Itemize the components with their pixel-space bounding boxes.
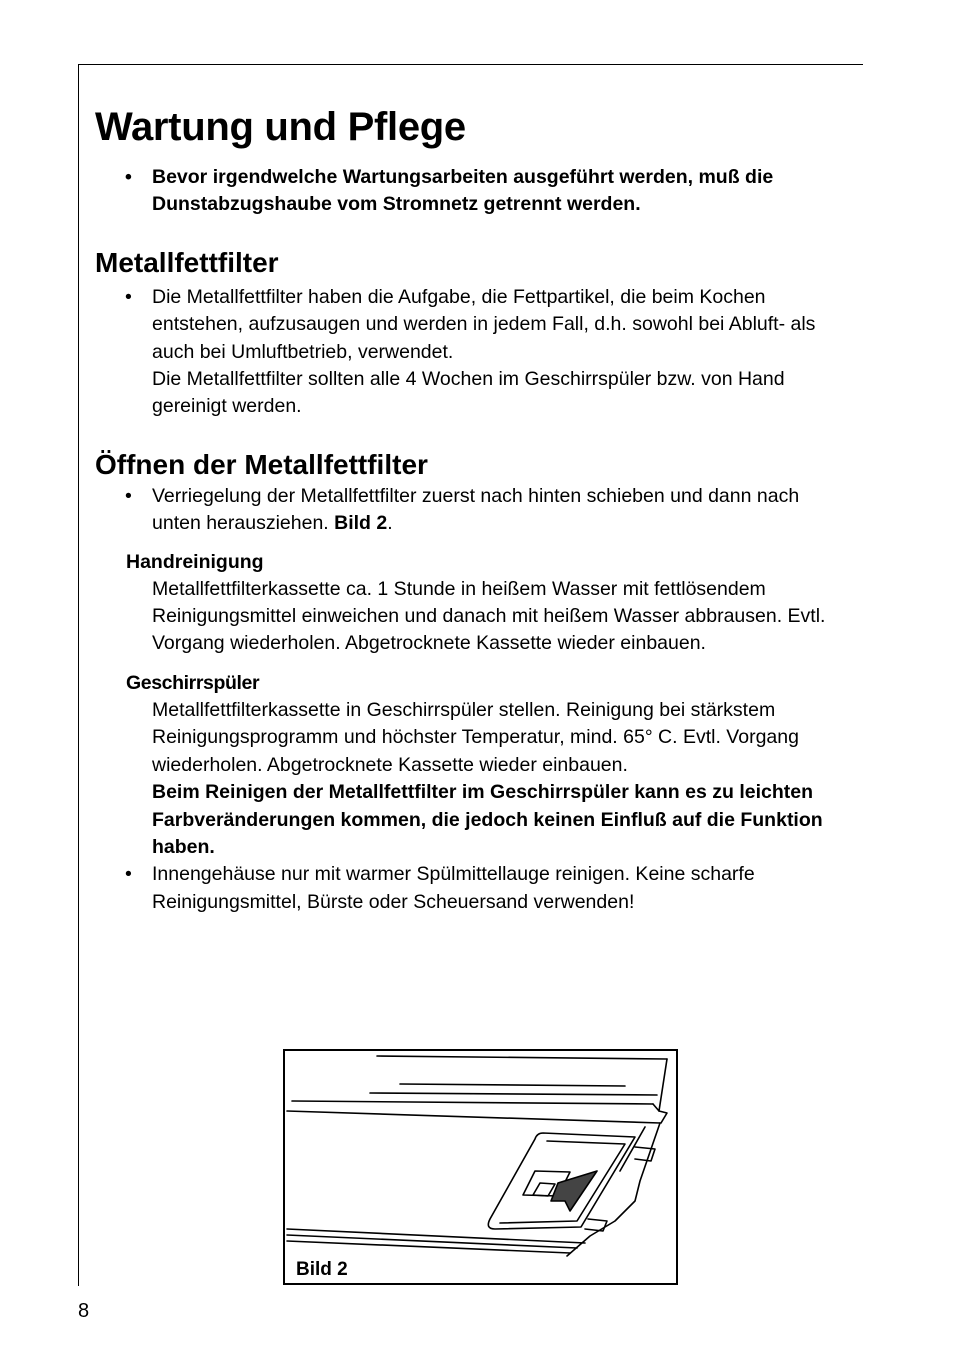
handreinigung-text: Metallfettfilterkassette ca. 1 Stunde in heißem Wasser mit fettlösendem Reinigungsmittel einweichen und danach mit heißem Wasser abbrausen. Evtl. Vorgang wiederholen. Abgetrocknete Kassette wieder einbauen. xyxy=(152,577,826,655)
oeffnen-instructions xyxy=(95,483,840,538)
filter-illustration xyxy=(285,1051,678,1285)
metallfettfilter-interval-text: Die Metallfettfilter sollten alle 4 Wochen im Geschirrspüler bzw. von Hand gereinigt werden. xyxy=(152,368,785,418)
section-heading-oeffnen: Öffnen der Metallfettfilter xyxy=(95,448,428,480)
hood-edge-line xyxy=(377,1056,667,1059)
innengehaeuse-notice xyxy=(95,861,840,916)
hood-edge-line xyxy=(292,1101,653,1104)
figure-bild-2 xyxy=(283,1049,678,1285)
push-direction-arrow-icon xyxy=(551,1171,597,1211)
bullet-icon: • xyxy=(125,285,132,308)
clip-icon xyxy=(635,1147,655,1161)
safety-notice xyxy=(95,164,840,219)
filter-bottom-line xyxy=(287,1241,570,1253)
page-content xyxy=(95,100,840,916)
page-title: Wartung und Pflege xyxy=(95,105,466,149)
page-frame-top-rule xyxy=(78,64,863,65)
page-frame-left-rule xyxy=(78,64,79,1286)
section-heading-metallfettfilter: Metallfettfilter xyxy=(95,246,279,278)
hood-edge-line xyxy=(400,1084,625,1086)
filter-bottom-line xyxy=(287,1235,577,1248)
figure-reference-end: . xyxy=(387,512,393,535)
hood-corner xyxy=(653,1104,659,1111)
filter-cassette-handle-plate xyxy=(488,1133,635,1229)
innengehaeuse-text: Innengehäuse nur mit warmer Spülmittellauge reinigen. Keine scharfe Reinigungsmittel, Bürste oder Scheuersand verwenden! xyxy=(152,863,755,913)
subheading-handreinigung: Handreinigung xyxy=(126,550,264,573)
page-number: 8 xyxy=(78,1300,90,1322)
hood-edge-line xyxy=(370,1093,657,1095)
metallfettfilter-text: Die Metallfettfilter haben die Aufgabe, die Fettpartikel, die beim Kochen entstehen, aufzusaugen und werden in jedem Fall, d.h. sowohl bei Abluft- als auch bei Umluftbetrieb, verwendet. xyxy=(152,285,816,363)
geschirrspueler-warning: Beim Reinigen der Metallfettfilter im Geschirrspüler kann es zu leichten Farbveränderungen kommen, die jedoch keinen Einfluß auf die Funktion haben. xyxy=(152,781,823,858)
safety-notice-text: Bevor irgendwelche Wartungsarbeiten ausgeführt werden, muß die Dunstabzugshaube vom Stromnetz getrennt werden. xyxy=(152,166,774,216)
subheading-geschirrspueler: Geschirrspüler xyxy=(126,671,260,694)
geschirrspueler-text: Metallfettfilterkassette in Geschirrspüler stellen. Reinigung bei stärkstem Reinigungsprogramm und höchster Temperatur, mind. 65° C. Evtl. Vorgang wiederholen. Abgetrocknete Kassette wieder einbauen. xyxy=(152,698,799,776)
filter-inner-edge xyxy=(620,1127,645,1171)
latch-button-icon xyxy=(533,1183,555,1196)
bullet-icon: • xyxy=(125,484,132,507)
metallfettfilter-description xyxy=(95,284,840,421)
figure-caption: Bild 2 xyxy=(296,1259,348,1280)
clip-icon xyxy=(585,1219,607,1231)
hood-front-edge xyxy=(659,1059,667,1123)
figure-reference: Bild 2 xyxy=(334,512,388,535)
oeffnen-text: Verriegelung der Metallfettfilter zuerst nach hinten schieben und dann nach unten herausziehen. xyxy=(152,484,800,535)
bullet-icon: • xyxy=(125,166,132,188)
bullet-icon: • xyxy=(125,863,132,886)
filter-top-edge xyxy=(287,1111,660,1123)
